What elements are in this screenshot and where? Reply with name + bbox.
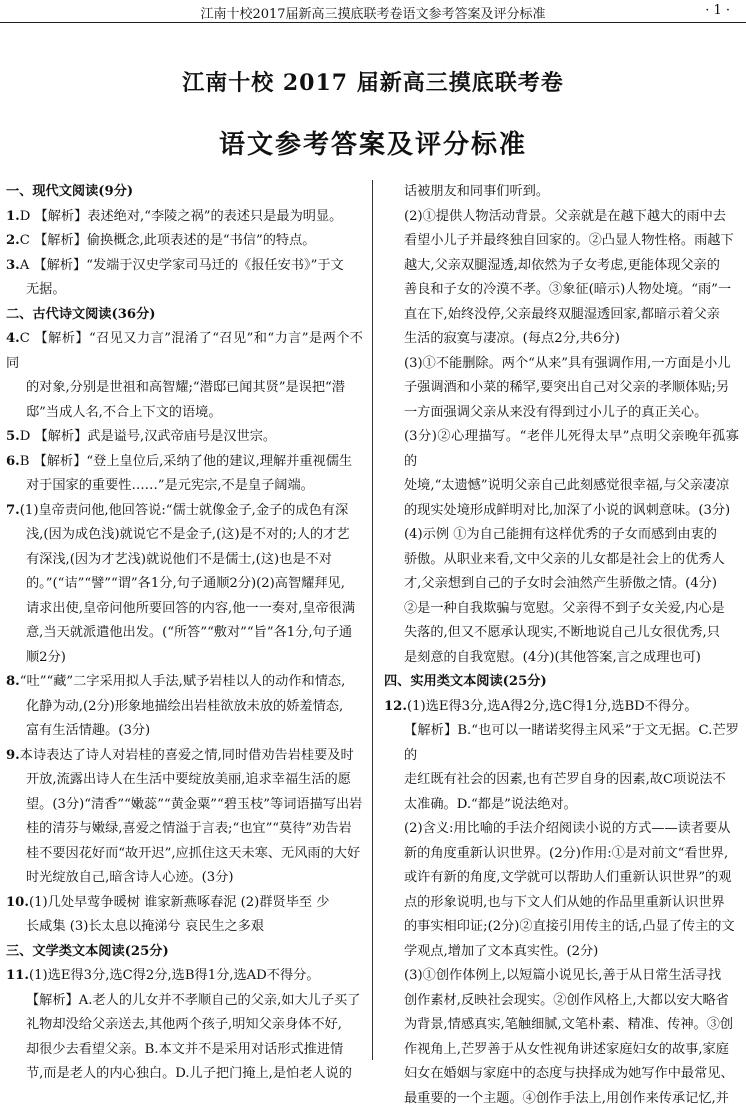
text-line: 话被朋友和同事们听到。 (384, 180, 739, 205)
right-column (384, 180, 739, 1111)
text-line: 妇女在婚姻与家庭中的态度与抉择成为她写作中最常见、 (384, 1062, 739, 1087)
answer-line (6, 670, 363, 695)
document-title: 语文参考答案及评分标准 (0, 124, 746, 161)
answer-line (6, 499, 363, 524)
answer-text: (1)选E得3分,选A得2分,选C得1分,选BD不得分。 (407, 699, 698, 714)
text-line: 化静为动,(2分)形象地描绘出岩桂欲放未放的娇羞情态, (6, 695, 363, 720)
exam-title: 江南十校 2017 届新高三摸底联考卷 (0, 66, 746, 97)
text-line: (3分)②心理描写。“老伴儿死得太早”点明父亲晚年孤寡的 (384, 425, 739, 474)
answer-line (6, 205, 363, 230)
question-number: 9. (6, 748, 20, 763)
text-line: 直在下,始终没停,父亲最终双腿湿透回家,都暗示着父亲 (384, 303, 739, 328)
question-number: 3. (6, 258, 20, 273)
question-number: 11. (6, 968, 29, 983)
text-line: 的。”(“诘”“譬”“谓”各1分,句子通顺2分)(2)高智耀拜见, (6, 572, 363, 597)
left-column (6, 180, 363, 1087)
text-line: 处境,“太遗憾”说明父亲自己此刻感觉很幸福,与父亲凄凉 (384, 474, 739, 499)
text-line: (4)示例 ①为自己能拥有这样优秀的子女而感到由衷的 (384, 523, 739, 548)
text-line: 浅,(因为成色浅)就说它不是金子,(这)是不对的;人的才艺 (6, 523, 363, 548)
text-line: 骄傲。从职业来看,文中父亲的儿女都是社会上的优秀人 (384, 548, 739, 573)
text-line: 【解析】B.“也可以一睹诺奖得主风采”于文无据。C.芒罗的 (384, 719, 739, 768)
text-line: 或许有新的角度,文学就可以帮助人们重新认识世界”的观 (384, 866, 739, 891)
answer-text: A 【解析】“发端于汉史学家司马迁的《报任安书》”于文 (20, 258, 344, 273)
question-number: 12. (384, 699, 407, 714)
question-number: 2. (6, 233, 20, 248)
text-line: 走红既有社会的因素,也有芒罗自身的因素,故C项说法不 (384, 768, 739, 793)
page-header (0, 0, 746, 23)
answer-text: (1)选E得3分,选C得2分,选B得1分,选AD不得分。 (29, 968, 320, 983)
text-line: 望。(3分)“清香”“嫩蕊”“黄金粟”“碧玉枝”等词语描写出岩 (6, 793, 363, 818)
question-number: 4. (6, 331, 20, 346)
text-line: 顺2分) (6, 646, 363, 671)
text-line: 【解析】A.老人的儿女并不孝顺自己的父亲,如大儿子买了 (6, 989, 363, 1014)
text-line: 才,父亲想到自己的子女时会油然产生骄傲之情。(4分) (384, 572, 739, 597)
text-line: 邸”当成人名,不合上下文的语境。 (6, 401, 363, 426)
answer-text: C 【解析】“召见又力言”混淆了“召见”和“力言”是两个不同 (6, 331, 363, 371)
section-heading: 一、现代文阅读(9分) (6, 180, 363, 205)
answer-text: D 【解析】表述绝对,“李陵之祸”的表述只是最为明显。 (20, 209, 343, 224)
text-line: 长咸集 (3)长太息以掩涕兮 哀民生之多艰 (6, 915, 363, 940)
section-heading: 三、文学类文本阅读(25分) (6, 940, 363, 965)
answer-line (6, 327, 363, 376)
text-line: (2)含义:用比喻的手法介绍阅读小说的方式——读者要从 (384, 817, 739, 842)
text-line: 的现实处境形成鲜明对比,加深了小说的讽刺意味。(3分) (384, 499, 739, 524)
column-divider (372, 180, 373, 1060)
answer-text: D 【解析】武是谥号,汉武帝庙号是汉世宗。 (20, 429, 276, 444)
answer-text: (1)皇帝责问他,他回答说:“儒士就像金子,金子的成色有深 (20, 503, 348, 518)
text-line: 子强调酒和小菜的稀罕,要突出自己对父亲的孝顺体贴;另 (384, 376, 739, 401)
answer-text: B 【解析】“登上皇位后,采纳了他的建议,理解并重视儒生 (20, 454, 352, 469)
text-line: 却很少去看望父亲。B.本文并不是采用对话形式推进情 (6, 1038, 363, 1063)
text-line: (2)①提供人物活动背景。父亲就是在越下越大的雨中去 (384, 205, 739, 230)
text-line: 节,而是老人的内心独白。D.儿子把门掩上,是怕老人说的 (6, 1062, 363, 1087)
question-number: 8. (6, 674, 20, 689)
answer-text: “吐”“藏”二字采用拟人手法,赋予岩桂以人的动作和情态, (20, 674, 345, 689)
text-line: 点的形象说明,也与下文人们从她的作品里重新认识世界 (384, 891, 739, 916)
text-line: 为背景,情感真实,笔触细腻,文笔朴素、精准、传神。③创 (384, 1013, 739, 1038)
text-line: 桂不要因花好而“故开迟”,应抓住这天未寒、无风雨的大好 (6, 842, 363, 867)
answer-line (6, 891, 363, 916)
text-line: 越大,父亲双腿湿透,却依然为子女考虑,更能体现父亲的 (384, 254, 739, 279)
section-heading: 二、古代诗文阅读(36分) (6, 303, 363, 328)
text-line: 的对象,分别是世祖和高智耀;“潜邸已闻其贤”是误把“潜 (6, 376, 363, 401)
text-line: (3)①创作体例上,以短篇小说见长,善于从日常生活寻找 (384, 964, 739, 989)
text-line: 一方面强调父亲从来没有得到过小儿子的真正关心。 (384, 401, 739, 426)
answer-line (384, 695, 739, 720)
answer-line (6, 425, 363, 450)
answer-line (6, 450, 363, 475)
text-line: 开放,流露出诗人在生活中要绽放美丽,追求幸福生活的愿 (6, 768, 363, 793)
text-line: 善良和子女的冷漠不孝。③象征(暗示)人物处境。“雨”一 (384, 278, 739, 303)
text-line: 生活的寂寞与凄凉。(每点2分,共6分) (384, 327, 739, 352)
text-line: (3)①不能删除。两个“从来”具有强调作用,一方面是小儿 (384, 352, 739, 377)
text-line: 对于国家的重要性……”是元宪宗,不是皇子阔端。 (6, 474, 363, 499)
answer-text: (1)几处早莺争暖树 谁家新燕啄春泥 (2)群贤毕至 少 (29, 895, 330, 910)
text-line: 时光绽放自己,暗含诗人心迹。(3分) (6, 866, 363, 891)
text-line: 看望小儿子并最终独自回家的。②凸显人物性格。雨越下 (384, 229, 739, 254)
text-line: 有深浅,(因为才艺浅)就说他们不是儒士,(这)也是不对 (6, 548, 363, 573)
question-number: 5. (6, 429, 20, 444)
text-line: 学观点,增加了文本真实性。(2分) (384, 940, 739, 965)
question-number: 7. (6, 503, 20, 518)
text-line: 失落的,但又不愿承认现实,不断地说自己儿女很优秀,只 (384, 621, 739, 646)
text-line: 新的角度重新认识世界。(2分)作用:①是对前文“看世界, (384, 842, 739, 867)
answer-line (6, 744, 363, 769)
answer-text: 本诗表达了诗人对岩桂的喜爱之情,同时借劝告岩桂要及时 (20, 748, 354, 763)
question-number: 6. (6, 454, 20, 469)
section-heading: 四、实用类文本阅读(25分) (384, 670, 739, 695)
answer-line (6, 229, 363, 254)
question-number: 10. (6, 895, 29, 910)
text-line: 是刻意的自我宽慰。(4分)(其他答案,言之成理也可) (384, 646, 739, 671)
text-line: 无据。 (6, 278, 363, 303)
answer-line (6, 254, 363, 279)
text-line: ②是一种自我欺骗与宽慰。父亲得不到子女关爱,内心是 (384, 597, 739, 622)
text-line: 意,当天就派遣他出发。(“所答”“敷对”“旨”各1分,句子通 (6, 621, 363, 646)
header-title: 江南十校2017届新高三摸底联考卷语文参考答案及评分标准 (0, 3, 746, 22)
text-line: 太准确。D.“都是”说法绝对。 (384, 793, 739, 818)
answer-line (6, 964, 363, 989)
text-line: 请求出使,皇帝问他所要回答的内容,他一一奏对,皇帝很满 (6, 597, 363, 622)
text-line: 富有生活情趣。(3分) (6, 719, 363, 744)
text-line: 作视角上,芒罗善于从女性视角讲述家庭妇女的故事,家庭 (384, 1038, 739, 1063)
text-line: 的事实相印证;(2分)②直接引用传主的话,凸显了传主的文 (384, 915, 739, 940)
answer-text: C 【解析】偷换概念,此项表述的是“书信”的特点。 (20, 233, 316, 248)
page-number: · 1 · (705, 3, 730, 18)
text-line: 桂的清芬与嫩绿,喜爱之情溢于言表;“也宜”“莫待”劝告岩 (6, 817, 363, 842)
text-line: 最重要的一个主题。④创作手法上,用创作来传承记忆,并 (384, 1087, 739, 1111)
text-line: 创作素材,反映社会现实。②创作风格上,大都以安大略省 (384, 989, 739, 1014)
question-number: 1. (6, 209, 20, 224)
text-line: 礼物却没给父亲送去,其他两个孩子,明知父亲身体不好, (6, 1013, 363, 1038)
